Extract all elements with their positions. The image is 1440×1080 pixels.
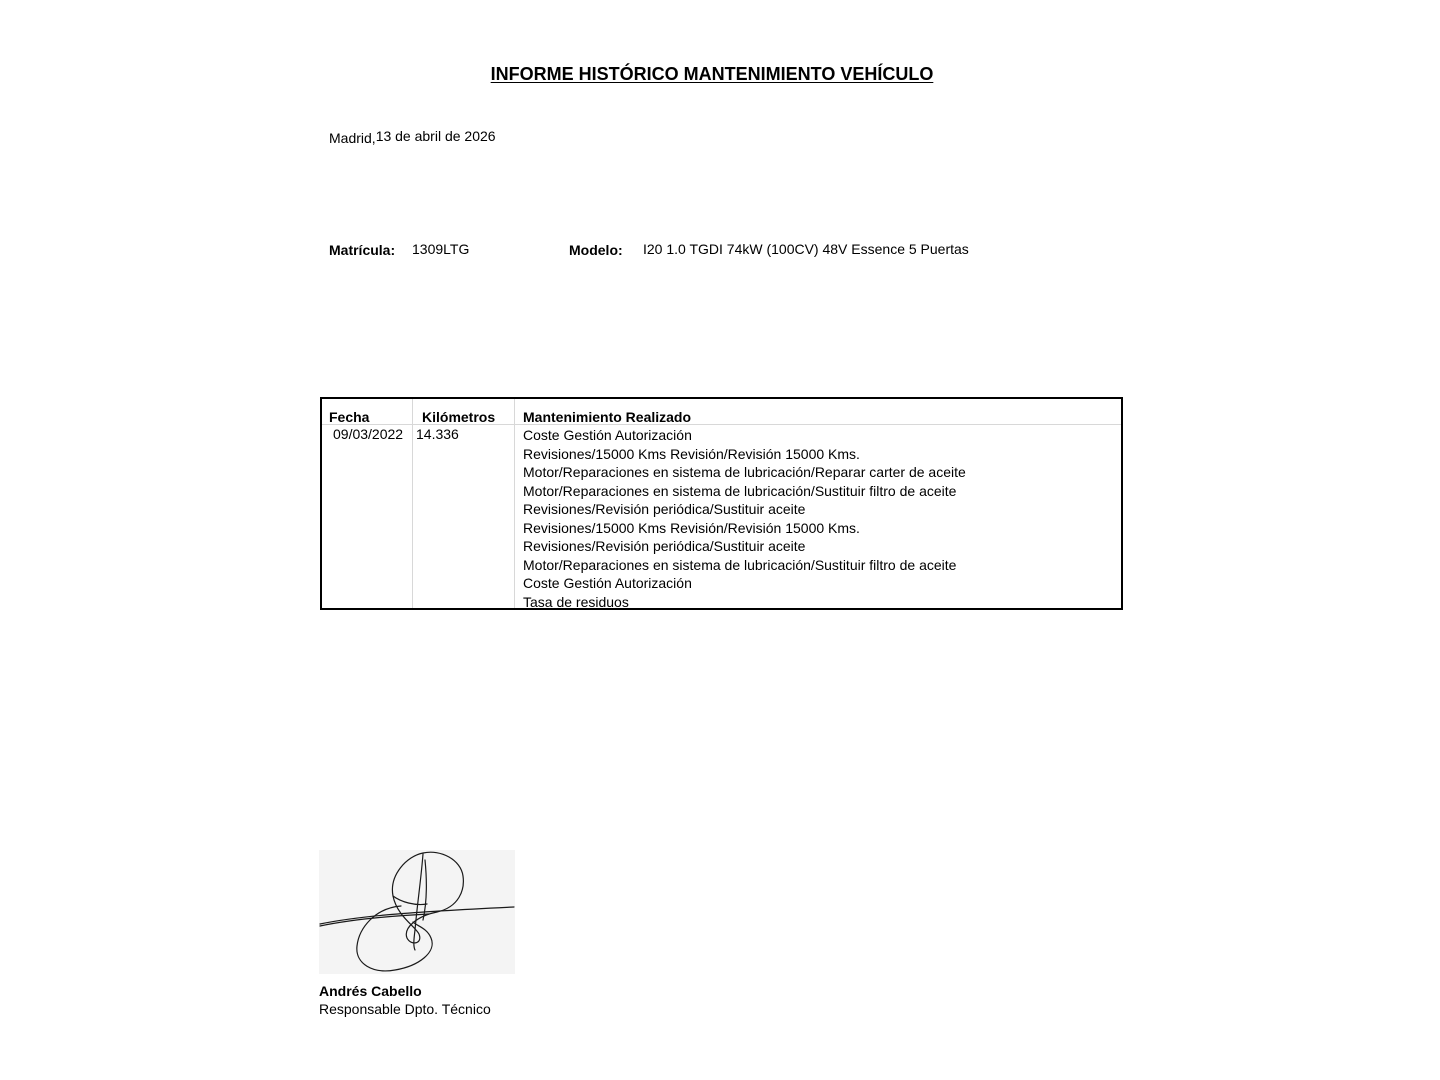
column-header-date: Fecha xyxy=(329,409,370,425)
report-date: 13 de abril de 2026 xyxy=(375,128,496,144)
maintenance-table xyxy=(320,397,1123,610)
list-item: Motor/Reparaciones en sistema de lubricación/Sustituir filtro de aceite xyxy=(523,482,957,499)
list-item: Coste Gestión Autorización xyxy=(523,575,692,591)
report-place-date xyxy=(329,128,496,144)
list-item: Revisiones/15000 Kms Revisión/Revisión 15000 Kms. xyxy=(523,445,860,462)
list-item: Motor/Reparaciones en sistema de lubricación/Sustituir filtro de aceite xyxy=(523,556,957,573)
row-date: 09/03/2022 xyxy=(333,426,404,442)
report-title: INFORME HISTÓRICO MANTENIMIENTO VEHÍCULO xyxy=(490,64,934,84)
list-item: Revisiones/Revisión periódica/Sustituir aceite xyxy=(523,501,806,517)
list-item: Tasa de residuos xyxy=(523,593,629,610)
column-divider-km xyxy=(514,399,515,608)
plate-label: Matrícula: xyxy=(329,242,396,258)
list-item: Revisiones/15000 Kms Revisión/Revisión 15000 Kms. xyxy=(523,519,860,536)
model-value: I20 1.0 TGDI 74kW (100CV) 48V Essence 5 Puertas xyxy=(643,241,969,257)
maintenance-task-list xyxy=(523,426,966,611)
signatory-name: Andrés Cabello xyxy=(319,983,422,999)
model-label: Modelo: xyxy=(569,242,623,258)
list-item: Motor/Reparaciones en sistema de lubricación/Reparar carter de aceite xyxy=(523,464,966,480)
row-km: 14.336 xyxy=(416,426,459,442)
signature-image xyxy=(319,850,515,974)
signature-drawing xyxy=(319,850,515,974)
column-divider-date xyxy=(412,399,413,608)
plate-value: 1309LTG xyxy=(412,241,470,257)
column-header-km: Kilómetros xyxy=(422,409,496,425)
column-header-work: Mantenimiento Realizado xyxy=(523,409,692,425)
list-item: Coste Gestión Autorización xyxy=(523,427,692,443)
list-item: Revisiones/Revisión periódica/Sustituir aceite xyxy=(523,538,806,554)
report-city: Madrid, xyxy=(329,130,376,146)
signatory-role: Responsable Dpto. Técnico xyxy=(319,1001,491,1017)
